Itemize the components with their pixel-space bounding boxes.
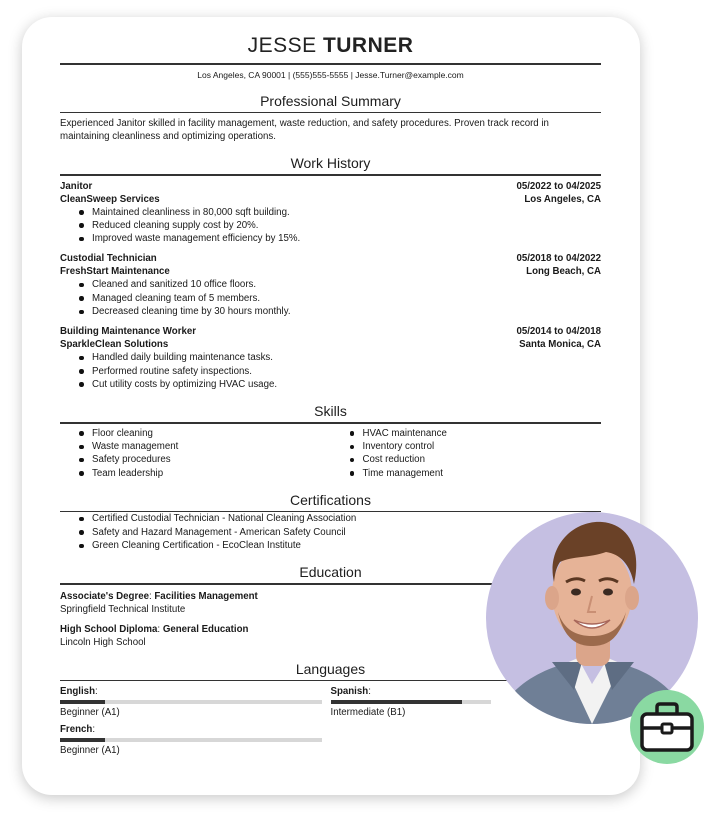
language-entry: English: Beginner (A1) [60,685,331,719]
skills-list [60,427,601,480]
education-school: Springfield Technical Institute [60,603,186,615]
section-title-education: Education [299,564,362,581]
job-bullet: Improved waste management efficiency by 15%. [92,232,601,245]
job-entry [60,325,601,391]
resume-name [60,33,601,59]
job-bullet: Handled daily building maintenance tasks. [92,351,601,364]
contact-line: Los Angeles, CA 90001 | (555)555-5555 | Jesse.Turner@example.com [197,69,464,80]
skill-item: Cost reduction [363,453,602,466]
language-level-bar [331,700,491,704]
job-bullet: Cleaned and sanitized 10 office floors. [92,278,601,291]
language-level-fill [60,700,105,704]
job-location: Long Beach, CA [526,266,601,278]
job-bullet: Decreased cleaning time by 30 hours monthly. [92,305,601,318]
first-name: JESSE [247,34,317,57]
education-entry: High School Diploma: General Education Lincoln High School [60,623,601,649]
job-location: Santa Monica, CA [519,339,601,351]
language-level-fill [331,700,462,704]
language-name: English [60,686,95,698]
job-bullets [60,351,601,391]
section-title-languages: Languages [295,660,366,677]
section-title-summary: Professional Summary [260,92,401,109]
last-name: TURNER [322,34,414,57]
skill-item: Floor cleaning [92,427,331,440]
skill-item: HVAC maintenance [363,427,602,440]
language-level-bar [60,738,322,742]
job-bullet: Performed routine safety inspections. [92,365,601,378]
job-location: Los Angeles, CA [524,193,601,205]
education-field: General Education [162,623,249,635]
job-company: CleanSweep Services [60,193,160,205]
skill-item: Time management [363,467,602,480]
skill-item: Waste management [92,440,331,453]
job-entry [60,252,601,318]
section-title-skills: Skills [314,403,347,420]
job-bullets [60,278,601,318]
certification-item: Green Cleaning Certification - EcoClean Institute [92,539,601,552]
language-level: Intermediate (B1) [330,707,406,719]
job-entry [60,180,601,246]
section-divider [60,422,601,424]
certification-item: Certified Custodial Technician - National Cleaning Association [92,512,601,525]
skill-item: Safety procedures [92,453,331,466]
header-divider [60,63,601,65]
language-entry: Spanish: Intermediate (B1) [331,685,602,719]
job-dates: 05/2018 to 04/2022 [516,253,601,265]
job-dates: 05/2022 to 04/2025 [516,180,601,192]
briefcase-icon [630,690,704,764]
section-title-work: Work History [290,155,371,171]
job-bullets [60,206,601,246]
education-degree: Associate's Degree [60,590,149,602]
job-company: SparkleClean Solutions [60,339,169,351]
job-bullet: Cut utility costs by optimizing HVAC usage. [92,378,601,391]
education-field: Facilities Management [154,590,258,602]
job-company: FreshStart Maintenance [60,266,170,278]
education-school: Lincoln High School [60,636,146,648]
job-bullet: Managed cleaning team of 5 members. [92,292,601,305]
summary-text: Experienced Janitor skilled in facility management, waste reduction, and safety procedures. Proven track record in maintaining cleanliness and optimizing operations. [60,118,549,142]
language-level-fill [60,738,105,742]
job-title: Janitor [60,180,93,192]
job-title: Custodial Technician [60,253,157,265]
job-bullet: Maintained cleanliness in 80,000 sqft building. [92,206,601,219]
education-entry: Associate's Degree: Facilities Management Springfield Technical Institute [60,590,601,616]
job-dates: 05/2014 to 04/2018 [516,326,601,338]
language-name: French [60,724,93,736]
section-divider [60,174,601,176]
job-title: Building Maintenance Worker [60,326,197,338]
section-title-certifications: Certifications [290,491,371,508]
badge-circle [630,690,704,764]
certification-item: Safety and Hazard Management - American Safety Council [92,526,601,539]
skill-item: Inventory control [363,440,602,453]
language-entry: French: Beginner (A1) [60,723,338,757]
language-level: Beginner (A1) [60,745,120,757]
language-level: Beginner (A1) [60,707,120,719]
education-degree: High School Diploma [60,623,158,635]
job-bullet: Reduced cleaning supply cost by 20%. [92,219,601,232]
language-name: Spanish [330,686,369,698]
section-divider [60,112,601,114]
language-level-bar [60,700,322,704]
skill-item: Team leadership [92,467,331,480]
